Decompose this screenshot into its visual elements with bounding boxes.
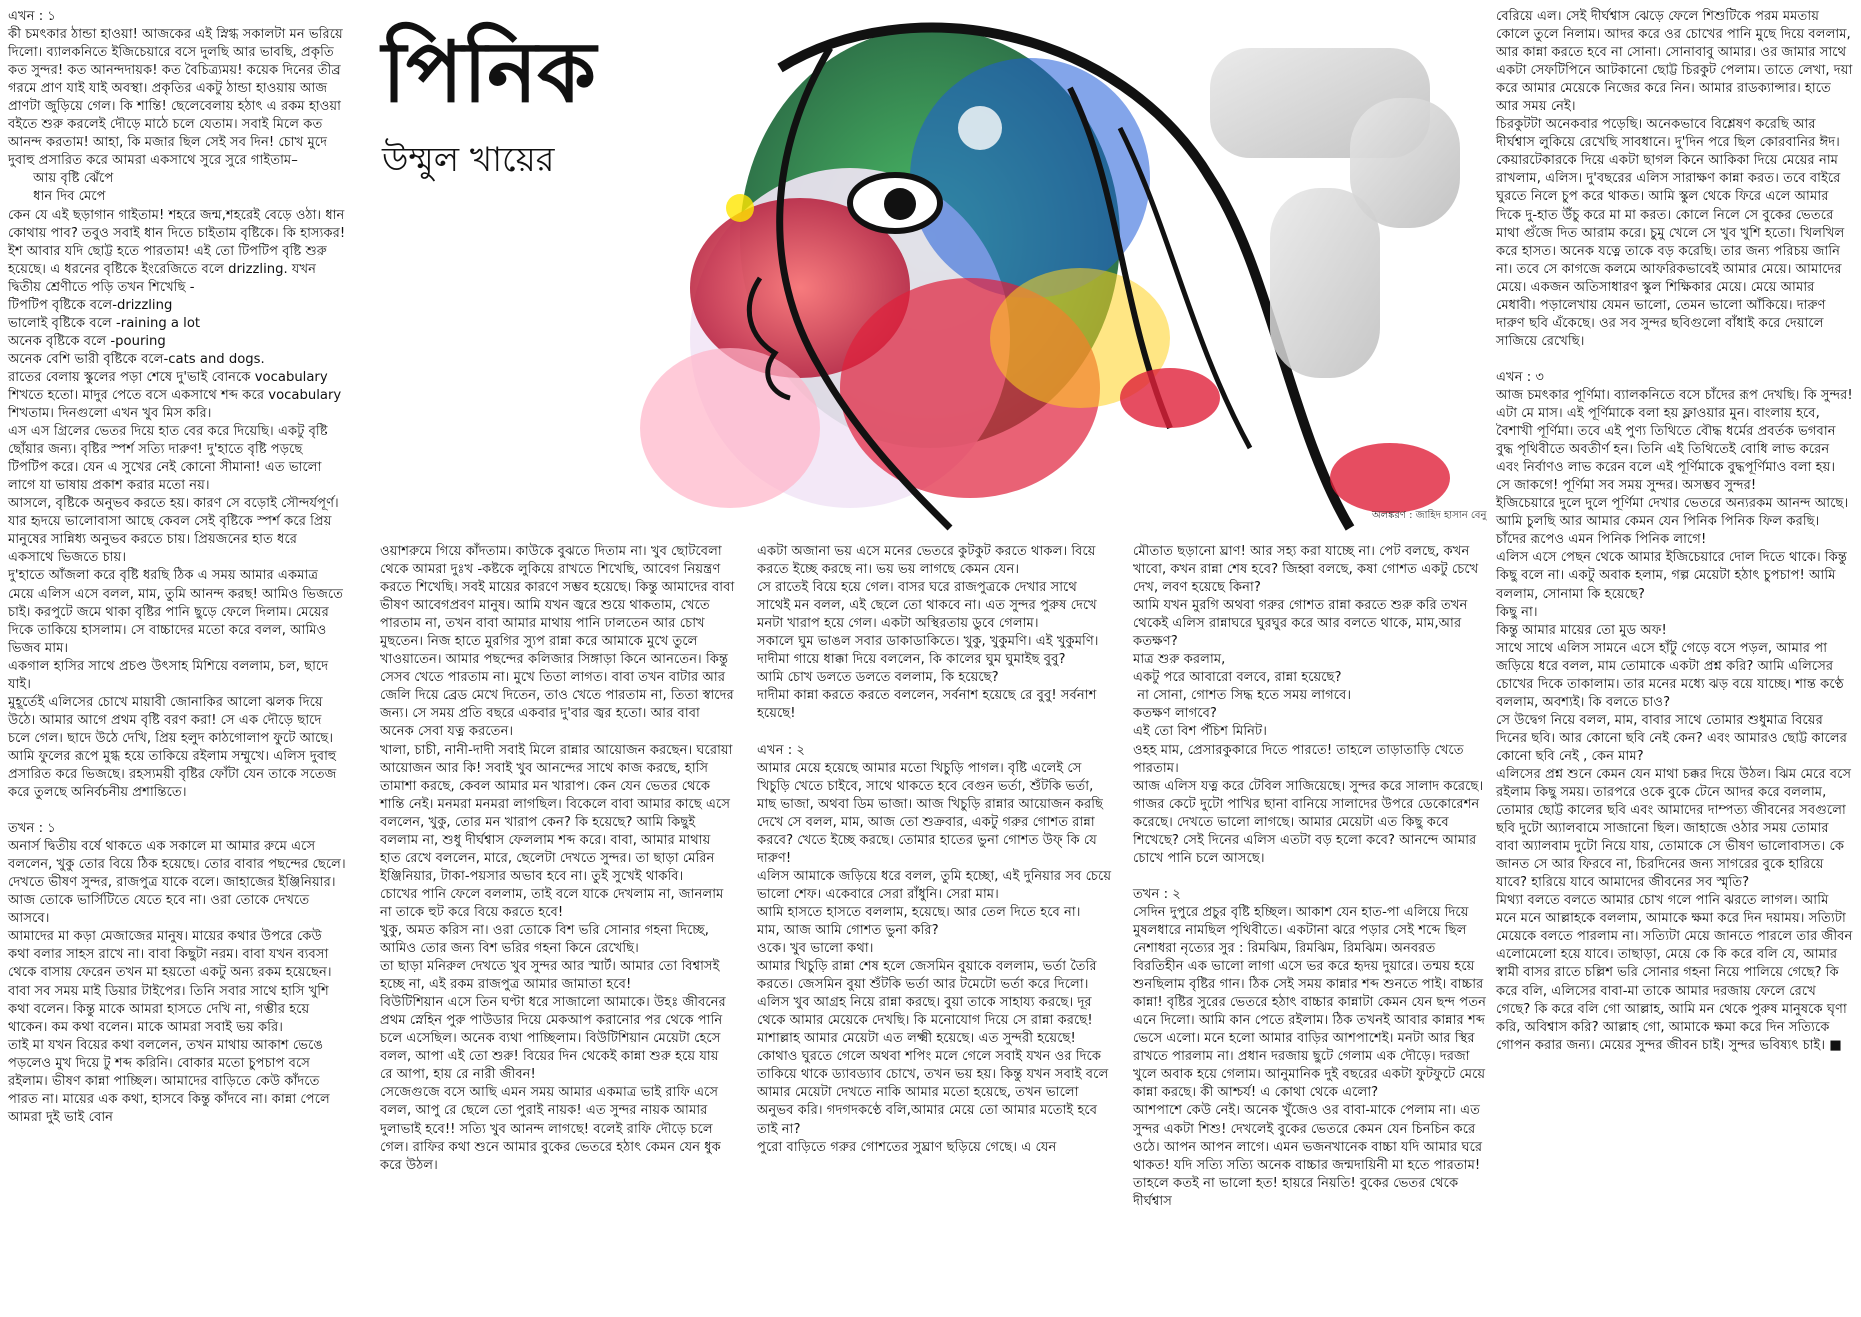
article-column-4: মৌতাত ছড়ানো ঘ্রাণ! আর সহ্য করা যাচ্ছে না। পেট বলছে, কখন খাবো, কখন রান্না শেষ হবে? জিহ্বা বলছে, কষা গোশত একটু চেখে দেখ, লবণ হয়েছে কিনা? আমি যখন মুরগি অথবা গরুর গোশত রান্না করতে শুরু করি তখন থেকেই এলিস রান্নাঘরে ঘুরঘুর করে আর বলতে থাকে, মাম,আর কতক্ষণ? মাত্র শুরু করলাম, একটু পরে আবারো বলবে, রান্না হয়েছে? না সোনা, গোশত সিদ্ধ হতে সময় লাগবে। কতক্ষণ লাগবে? এই তো বিশ পঁচিশ মিনিট। ওহহ মাম, প্রেসারকুকারে দিতে পারতে! তাহলে তাড়াতাড়ি খেতে পারতাম। আজ এলিস যত্ন করে টেবিল সাজিয়েছে। সুন্দর করে সালাদ করেছে। গাজর কেটে দুটো পাখির ছানা বানিয়ে সালাদের উপরে ডেকোরেশন করেছে। দেখতে ভালো লাগছে। আমার মেয়েটা এত কিছু কবে শিখেছে? সেই দিনের এলিস এতটা বড় হলো কবে? আনন্দে আমার চোখে পানি চলে আসছে। তখন : ২ সেদিন দুপুরে প্রচুর বৃষ্টি হচ্ছিল। আকাশ যেন হাত-পা এলিয়ে দিয়ে মুষলধারে নামছিল পৃথিবীতে। একটানা ঝরে পড়ার সেই শব্দে ছিল নেশাধরা নৃত্যের সুর : রিমঝিম, রিমঝিম, রিমঝিম। অনবরত বিরতিহীন এক ভালো লাগা এসে ভর করে হৃদয় দুয়ারে। তন্ময় হয়ে শুনছিলাম বৃষ্টির গান। ঠিক সেই সময় কান্নার শব্দ শুনতে পাই। বাচ্চার কান্না! বৃষ্টির সুরের ভেতরে হঠাৎ বাচ্চার কান্নাটা কেমন যেন ছন্দ পতন এনে দিলো। আমি কান পেতে রইলাম। ঠিক তখনই আবার কান্নার শব্দ ভেসে এলো। মনে হলো আমার বাড়ির আশপাশেই। মনটা আর স্থির রাখতে পারলাম না। প্রধান দরজায় ছুটে গেলাম এক দৌড়ে। দরজা খুলে অবাক হয়ে গেলাম। আনুমানিক দুই বছরের একটা ফুটফুটে মেয়ে কান্না করছে। কী আশ্চর্য! এ কোথা থেকে এলো? আশপাশে কেউ নেই। অনেক খুঁজেও ওর বাবা-মাকে পেলাম না। এত সুন্দর একটা শিশু! দেখলেই বুকের ভেতরে কেমন যেন চিনচিন করে ওঠে। আপন আপন লাগে। এমন ভজনখানেক বাচ্চা যদি আমার ঘরে থাকত! যদি সত্যি সত্যি অনেক বাচ্চার জন্মদায়িনী মা হতে পারতাম! তাহলে কতই না ভালো হত! হায়রে নিয়তি! বুকের ভেতর থেকে দীর্ঘশ্বাস xyxy=(1133,544,1486,1209)
article-title: পিনিক xyxy=(382,22,596,121)
author-name: উম্মুল খায়ের xyxy=(382,140,555,180)
article-column-2: ওয়াশরুমে গিয়ে কাঁদতাম। কাউকে বুঝতে দিতাম না। খুব ছোটবেলা থেকে আমরা দুঃখ -কষ্টকে লুকিয়ে রাখতে শিখেছি, আবেগ নিয়ন্ত্রণ করতে শিখেছি। সবই মায়ের কারণে সম্ভব হয়েছে। কিন্তু আমাদের বাবা ভীষণ আবেগপ্রবণ মানুষ। আমি যখন জ্বরে শুয়ে থাকতাম, খেতে পারতাম না, তখন বাবা আমার মাথায় পানি ঢালতেন আর চোখ মুছতেন। নিজ হাতে মুরগির স্যুপ রান্না করে আমাকে মুখে তুলে খাওয়াতেন। আমার পছন্দের কলিজার সিঙ্গাড়া কিনে আনতেন। কিন্তু সেসব খেতে পারতাম না। মুখে তিতা লাগত। বাবা তখন বাটার আর জেলি দিয়ে ব্রেড মেখে দিতেন, তাও খেতে পারতাম না, তিতা স্বাদের জন্য। সে সময় প্রতি বছরে একবার দু'বার জ্বর হতো। আর বাবা অনেক সেবা যত্ন করতেন। খালা, চাচী, নানী-দাদী সবাই মিলে রান্নার আয়োজন করছেন। ঘরোয়া আয়োজন আর কি! সবাই খুব আনন্দের সাথে কাজ করছে, হাসি তামাশা করছে, কেবল আমার মন খারাপ। কেন যেন ভেতর থেকে শান্তি নেই। মনমরা মনমরা লাগছিল। বিকেলে বাবা আমার কাছে এসে বললেন, খুকু, তোর মন খারাপ কেন? কি হয়েছে? আমি কিছুই বললাম না, শুধু দীর্ঘশ্বাস ফেললাম শব্দ করে। বাবা, আমার মাথায় হাত রেখে বললেন, মারে, ছেলেটা দেখতে সুন্দর। তা ছাড়া মেরিন ইঞ্জিনিয়ার, টাকা-পয়সার অভাব হবে না। তুই সুখেই থাকবি। চোখের পানি ফেলে বললাম, তাই বলে যাকে দেখলাম না, জানলাম না তাকে হুট করে বিয়ে করতে হবে! খুকু, অমত করিস না। ওরা তোকে বিশ ভরি সোনার গহনা দিচ্ছে, আমিও তোর জন্য বিশ ভরির গহনা কিনে রেখেছি। তা ছাড়া মনিরুল দেখতে খুব সুন্দর আর স্মার্ট। আমার তো বিশ্বাসই হচ্ছে না, এই রকম রাজপুত্র আমার জামাতা হবে! বিউটিশিয়ান এসে তিন ঘণ্টা ধরে সাজালো আমাকে। উহঃ জীবনের প্রথম স্নেহিন পুরু পাউডার দিয়ে মেকআপ করানোর পর থেকে পানি চলে এসেছিল। অনেক ব্যথা পাচ্ছিলাম। বিউটিশিয়ান মেয়েটা হেসে বলল, আপা এই তো শুরু! বিয়ের দিন থেকেই কান্না শুরু হয়ে যায় রে আপা, হায় রে নারী জীবন! সেজেগুজে বসে আছি এমন সময় আমার একমাত্র ভাই রাফি এসে বলল, আপু রে ছেলে তো পুরাই নায়ক! এত সুন্দর নায়ক আমার দুলাভাই হবে!! সত্যি খুব আনন্দ লাগছে! বলেই রাফি দৌড়ে চলে গেল। রাফির কথা শুনে আমার বুকের ভেতরে হঠাৎ কেমন যেন ধুক করে উঠল। xyxy=(380,544,735,1173)
article-column-1: এখন : ১ কী চমৎকার ঠান্ডা হাওয়া! আজকের এই স্নিগ্ধ সকালটা মন ভরিয়ে দিলো। ব্যালকনিতে ইজিচেয়ারে বসে দুলছি আর ভাবছি, প্রকৃতি কত সুন্দর! কত আনন্দদায়ক! কত বৈচিত্র্যময়! কয়েক দিনের তীব্র গরমে প্রাণ যাই যাই অবস্থা। প্রকৃতির একটু ঠান্ডা হাওয়ায় আজ প্রাণটা জুড়িয়ে গেল। কি শান্তি! ছেলেবেলায় হঠাৎ এ রকম হাওয়া বইতে শুরু করলেই দৌড়ে মাঠে চলে যেতাম। সবাই মিলে কত আনন্দ করতাম! আহা, কি মজার ছিল সেই সব দিন! চোখ মুদে দুবাহু প্রসারিত করে আমরা একসাথে সুরে সুরে গাইতাম– আয় বৃষ্টি ঝেঁপে ধান দিব মেপে কেন যে এই ছড়াগান গাইতাম! শহরে জন্ম,শহরেই বেড়ে ওঠা। ধান কোথায় পাব? তবুও সবাই ধান দিতে চাইতাম বৃষ্টিকে। কি হাস্যকর! ইশ আবার যদি ছোট্ট হতে পারতাম! এই তো টিপটিপ বৃষ্টি শুরু হয়েছে। এ ধরনের বৃষ্টিকে ইংরেজিতে বলে drizzling. যখন দ্বিতীয় শ্রেণীতে পড়ি তখন শিখেছি - টিপটিপ বৃষ্টিকে বলে-drizzling ভালোই বৃষ্টিকে বলে -raining a lot অনেক বৃষ্টিকে বলে -pouring অনেক বেশি ভারী বৃষ্টিকে বলে-cats and dogs. রাতের বেলায় স্কুলের পড়া শেষে দু'ভাই বোনকে vocabulary শিখতে হতো। মাদুর পেতে বসে একসাথে শব্দ করে vocabulary শিখতাম। দিনগুলো এখন খুব মিস করি। এস এস গ্রিলের ভেতর দিয়ে হাত বের করে দিয়েছি। একটু বৃষ্টি ছোঁয়ার জন্য। বৃষ্টির স্পর্শ সত্যি দারুণ! দু'হাতে বৃষ্টি পড়ছে টিপটিপ করে। যেন এ সুখের নেই কোনো সীমানা! এত ভালো লাগে যা ভাষায় প্রকাশ করার মতো নয়। আসলে, বৃষ্টিকে অনুভব করতে হয়। কারণ সে বড়োই সৌন্দর্যপূর্ণ। যার হৃদয়ে ভালোবাসা আছে কেবল সেই বৃষ্টিকে স্পর্শ করে প্রিয় মানুষের সান্নিধ্য অনুভব করতে চায়। প্রিয়জনের হাত ধরে একসাথে ভিজতে চায়। দু'হাতে আঁজলা করে বৃষ্টি ধরছি ঠিক এ সময় আমার একমাত্র মেয়ে এলিস এসে বলল, মাম, তুমি আনন্দ করছ! আমিও ভিজতে চাই। করপুটে জমে থাকা বৃষ্টির পানি ছুড়ে ফেলে দিলাম। মেয়ের দিকে তাকিয়ে হাসলাম। সে বাচ্চাদের মতো করে বলল, আমিও ভিজব মাম। একগাল হাসির সাথে প্রচণ্ড উৎসাহ মিশিয়ে বললাম, চল, ছাদে যাই। মুহূর্তেই এলিসের চোখে মায়াবী জোনাকির আলো ঝলক দিয়ে উঠে। আমার আগে প্রথম বৃষ্টি বরণ করা! সে এক দৌড়ে ছাদে চলে গেল। ছাদে উঠে দেখি, প্রিয় হলুদ কাঠগোলাপ ফুটে আছে। আমি ফুলের রূপে মুগ্ধ হয়ে তাকিয়ে রইলাম সম্মুখে। এলিস দুবাহু প্রসারিত করে ভিজছে। রহস্যময়ী বৃষ্টির ফোঁটা যেন তাকে সতেজ করে তুলছে অনির্বচনীয় প্রশান্তিতে। তখন : ১ অনার্স দ্বিতীয় বর্ষে থাকতে এক সকালে মা আমার রুমে এসে বললেন, খুকু তোর বিয়ে ঠিক হয়েছে। তোর বাবার পছন্দের ছেলে। দেখতে ভীষণ সুন্দর, রাজপুত্র যাকে বলে। জাহাজের ইঞ্জিনিয়ার। আজ তোকে ভার্সিটিতে যেতে হবে না। ওরা তোকে দেখতে আসবে। আমাদের মা কড়া মেজাজের মানুষ। মায়ের কথার উপরে কেউ কথা বলার সাহস রাখে না। বাবা কিছুটা নরম। বাবা যখন ব্যবসা থেকে বাসায় ফেরেন তখন মা হয়তো একটু অন্য রকম হয়েছেন। বাবা সব সময় মাই ডিয়ার টাইপের। তিনি সবার সাথে হাসি খুশি কথা বলেন। কিন্তু মাকে আমরা হাসতে দেখি না, গম্ভীর হয়ে থাকেন। কম কথা বলেন। মাকে আমরা সবাই ভয় করি। তাই মা যখন বিয়ের কথা বললেন, তখন মাথায় আকাশ ভেঙে পড়লেও মুখ দিয়ে টু শব্দ করিনি। বোকার মতো চুপচাপ বসে রইলাম। ভীষণ কান্না পাচ্ছিল। আমাদের বাড়িতে কেউ কাঁদতে পারত না। মায়ের এক কথা, হাসবে কিন্তু কাঁদবে না। কান্না পেলে আমরা দুই ভাই বোন xyxy=(8,9,346,1125)
illustration-credit: অলঙ্করণ : জাহিদ হাসান বেনু xyxy=(1372,510,1487,521)
article-column-5: বেরিয়ে এল। সেই দীর্ঘশ্বাস ঝেড়ে ফেলে শিশুটিকে পরম মমতায় কোলে তুলে নিলাম। আদর করে ওর চোখের পানি মুছে দিয়ে বললাম, আর কান্না করতে হবে না সোনা। সোনাবাবু আমার। ওর জামার সাথে একটা সেফটিপিনে আটকানো ছোট্ট চিরকুট পেলাম। তাতে লেখা, দয়া করে আমার মেয়েকে নিজের করে নিন। আমার রাডক্যান্সার। হাতে আর সময় নেই। চিরকুটটা অনেকবার পড়েছি। অনেকভাবে বিশ্লেষণ করেছি আর দীর্ঘশ্বাস লুকিয়ে রেখেছি সাবধানে। দু'দিন পরে ছিল কোরবানির ঈদ। কেয়ারটেকারকে দিয়ে একটা ছাগল কিনে আকিকা দিয়ে মেয়ের নাম রাখলাম, এলিস। দু'বছরের এলিস সারাক্ষণ কান্না করত। তবে বাইরে ঘুরতে নিলে চুপ করে থাকত। আমি স্কুল থেকে ফিরে এলে আমার দিকে দু-হাত উঁচু করে মা মা করত। কোলে নিলে সে বুকের ভেতরে মাথা গুঁজে দিত আরাম করে। চুমু খেলে সে খুব খুশি হতো। খিলখিল করে হাসত। অনেক যত্নে তাকে বড় করেছি। তার জন্য পরিচয় জানি না। তবে সে কাগজে কলমে আফরিকভাবেই আমার মেয়ে। আমাদের মেয়ে। একজন অতিসাধারণ স্কুল শিক্ষিকার মেয়ে। মেয়ে আমার মেধাবী। পড়ালেখায় যেমন ভালো, তেমন ভালো আঁকিয়ে। দারুণ দারুণ ছবি এঁকেছে। ওর সব সুন্দর ছবিগুলো বাঁধাই করে দেয়ালে সাজিয়ে রেখেছি। এখন : ৩ আজ চমৎকার পূর্ণিমা। ব্যালকনিতে বসে চাঁদের রূপ দেখছি। কি সুন্দর! এটা মে মাস। এই পূর্ণিমাকে বলা হয় ফ্লাওয়ার মুন। বাংলায় হবে, বৈশাখী পূর্ণিমা। তবে এই পুণ্য তিথিতে বৌদ্ধ ধর্মের প্রবর্তক ভগবান বুদ্ধ পৃথিবীতে অবতীর্ণ হন। তিনি এই তিথিতেই বোধি লাভ করেন এবং নির্বাণও লাভ করেন বলে এই পূর্ণিমাকে বুদ্ধপূর্ণিমাও বলা হয়। সে জাকগে! পূর্ণিমা সব সময় সুন্দর। অসম্ভব সুন্দর! ইজিচেয়ারে দুলে দুলে পূর্ণিমা দেখার ভেতরে অন্যরকম আনন্দ আছে। আমি চুলছি আর আমার কেমন যেন পিনিক পিনিক ফিল করছি। চাঁদের রূপেও এমন পিনিক পিনিক লাগে! এলিস এসে পেছন থেকে আমার ইজিচেয়ারে দোল দিতে থাকে। কিন্তু কিছু বলে না। একটু অবাক হলাম, গল্প মেয়েটা হঠাৎ চুপচাপ! আমি বললাম, সোনামা কি হয়েছে? কিছু না। কিন্তু আমার মায়ের তো মুড অফ! সাথে সাথে এলিস সামনে এসে হাঁটু গেড়ে বসে পড়ল, আমার পা জড়িয়ে ধরে বলল, মাম তোমাকে একটা প্রশ্ন করি? আমি এলিসের চোখের দিকে তাকালাম। তার মনের মধ্যে ঝড় বয়ে যাচ্ছে। শান্ত কণ্ঠে বললাম, অবশ্যই। কি বলতে চাও? সে উদ্বেগ নিয়ে বলল, মাম, বাবার সাথে তোমার শুধুমাত্র বিয়ের দিনের ছবি। আর কোনো ছবি নেই কেন? এবং আমারও ছোট্ট কালের কোনো ছবি নেই , কেন মাম? এলিসের প্রশ্ন শুনে কেমন যেন মাথা চক্কর দিয়ে উঠল। ঝিম মেরে বসে রইলাম কিছু সময়। তারপরে ওকে বুকে টেনে আদর করে বললাম, তোমার ছোট্ট কালের ছবি এবং আমাদের দাম্পত্য জীবনের সবগুলো ছবি দুটো অ্যালবামে সাজানো ছিল। জাহাজে ওঠার সময় তোমার বাবা অ্যালবাম দুটো নিয়ে যায়, তোমাকে সে ভীষণ ভালোবাসত। কে জানত সে আর ফিরবে না, চিরদিনের জন্য সাগরের বুকে হারিয়ে যাবে? হারিয়ে যাবে আমাদের জীবনের সব স্মৃতি? মিথ্যা বলতে বলতে আমার চোখ গলে পানি ঝরতে লাগল। আমি মনে মনে আল্লাহকে বললাম, আমাকে ক্ষমা করে দিন দয়াময়। সত্যিটা মেয়েকে বলতে পারলাম না। সত্যিটা মেয়ে জানতে পারলে তার জীবন এলোমেলো হয়ে যাবে। তাছাড়া, মেয়ে কে কি করে বলি যে, আমার স্বামী বাসর রাতে চল্লিশ ভরি সোনার গহনা নিয়ে পালিয়ে গেছে? কি করে বলি, এলিসের বাবা-মা তাকে আমার দরজায় ফেলে রেখে গেছে? কি করে বলি গো আল্লাহ, আমি মন থেকে পুরুষ মানুষকে ঘৃণা করি, অবিশ্বাস করি? আল্লাহ গো, আমাকে ক্ষমা করে দিন সত্যিকে গোপন করার জন্য। মেয়ের সুন্দর জীবন চাই। সুন্দর ভবিষ্যৎ চাই। ■ xyxy=(1496,9,1853,1053)
illustration xyxy=(650,8,1490,533)
article-column-3: একটা অজানা ভয় এসে মনের ভেতরে কুটকুট করতে থাকল। বিয়ে করতে ইচ্ছে করছে না। ভয় ভয় লাগছে কেমন যেন। সে রাতেই বিয়ে হয়ে গেল। বাসর ঘরে রাজপুত্রকে দেখার সাথে সাথেই মন বলল, এই ছেলে তো থাকবে না। এত সুন্দর পুরুষ দেখে মনটা খারাপ হয়ে গেল। একটা অস্থিরতায় ডুবে গেলাম। সকালে ঘুম ভাঙল সবার ডাকাডাকিতে। খুকু, খুকুমণি। এই খুকুমণি। দাদীমা গায়ে ধাক্কা দিয়ে বললেন, কি কালের ঘুম ঘুমাইছ বুবু? আমি চোখ ডলতে ডলতে বললাম, কি হয়েছে? দাদীমা কান্না করতে করতে বললেন, সর্বনাশ হয়েছে রে বুবু! সর্বনাশ হয়েছে! এখন : ২ আমার মেয়ে হয়েছে আমার মতো খিচুড়ি পাগল। বৃষ্টি এলেই সে খিচুড়ি খেতে চাইবে, সাথে থাকতে হবে বেগুন ভর্তা, শুঁটকি ভর্তা, মাছ ভাজা, অথবা ডিম ভাজা। আজ খিচুড়ি রান্নার আয়োজন করছি দেখে সে বলল, মাম, আজ তো শুক্রবার, একটু গরুর গোশত রান্না করবে? খেতে ইচ্ছে করছে। তোমার হাতের ভুনা গোশত উফ্ কি যে দারুণ! এলিস আমাকে জড়িয়ে ধরে বলল, তুমি হচ্ছো, এই দুনিয়ার সব চেয়ে ভালো শেফ। একেবারে সেরা রাঁধুনি। সেরা মাম। আমি হাসতে হাসতে বললাম, হয়েছে। আর তেল দিতে হবে না। মাম, আজ আমি গোশত ভুনা করি? ওকে। খুব ভালো কথা। আমার খিচুড়ি রান্না শেষ হলে জেসমিন বুয়াকে বললাম, ভর্তা তৈরি করতে। জেসমিন বুয়া শুঁটকি ভর্তা আর টমেটো ভর্তা করে দিলো। এলিস খুব আগ্রহ নিয়ে রান্না করছে। বুয়া তাকে সাহায্য করছে। দূর থেকে আমার মেয়েকে দেখছি। কি মনোযোগ দিয়ে সে রান্না করছে! মাশাল্লাহ আমার মেয়েটা এত লক্ষ্মী হয়েছে। এত সুন্দরী হয়েছে! কোথাও ঘুরতে গেলে অথবা শপিং মলে গেলে সবাই যখন ওর দিকে তাকিয়ে থাকে ড্যাবড্যাব চোখে, তখন ভয় হয়। কিন্তু যখন সবাই বলে আমার মেয়েটা দেখতে নাকি আমার মতো হয়েছে, তখন ভালো অনুভব করি। গদগদকণ্ঠে বলি,আমার মেয়ে তো আমার মতোই হবে তাই না? পুরো বাড়িতে গরুর গোশতের সুঘ্রাণ ছড়িয়ে গেছে। এ যেন xyxy=(757,544,1112,1155)
